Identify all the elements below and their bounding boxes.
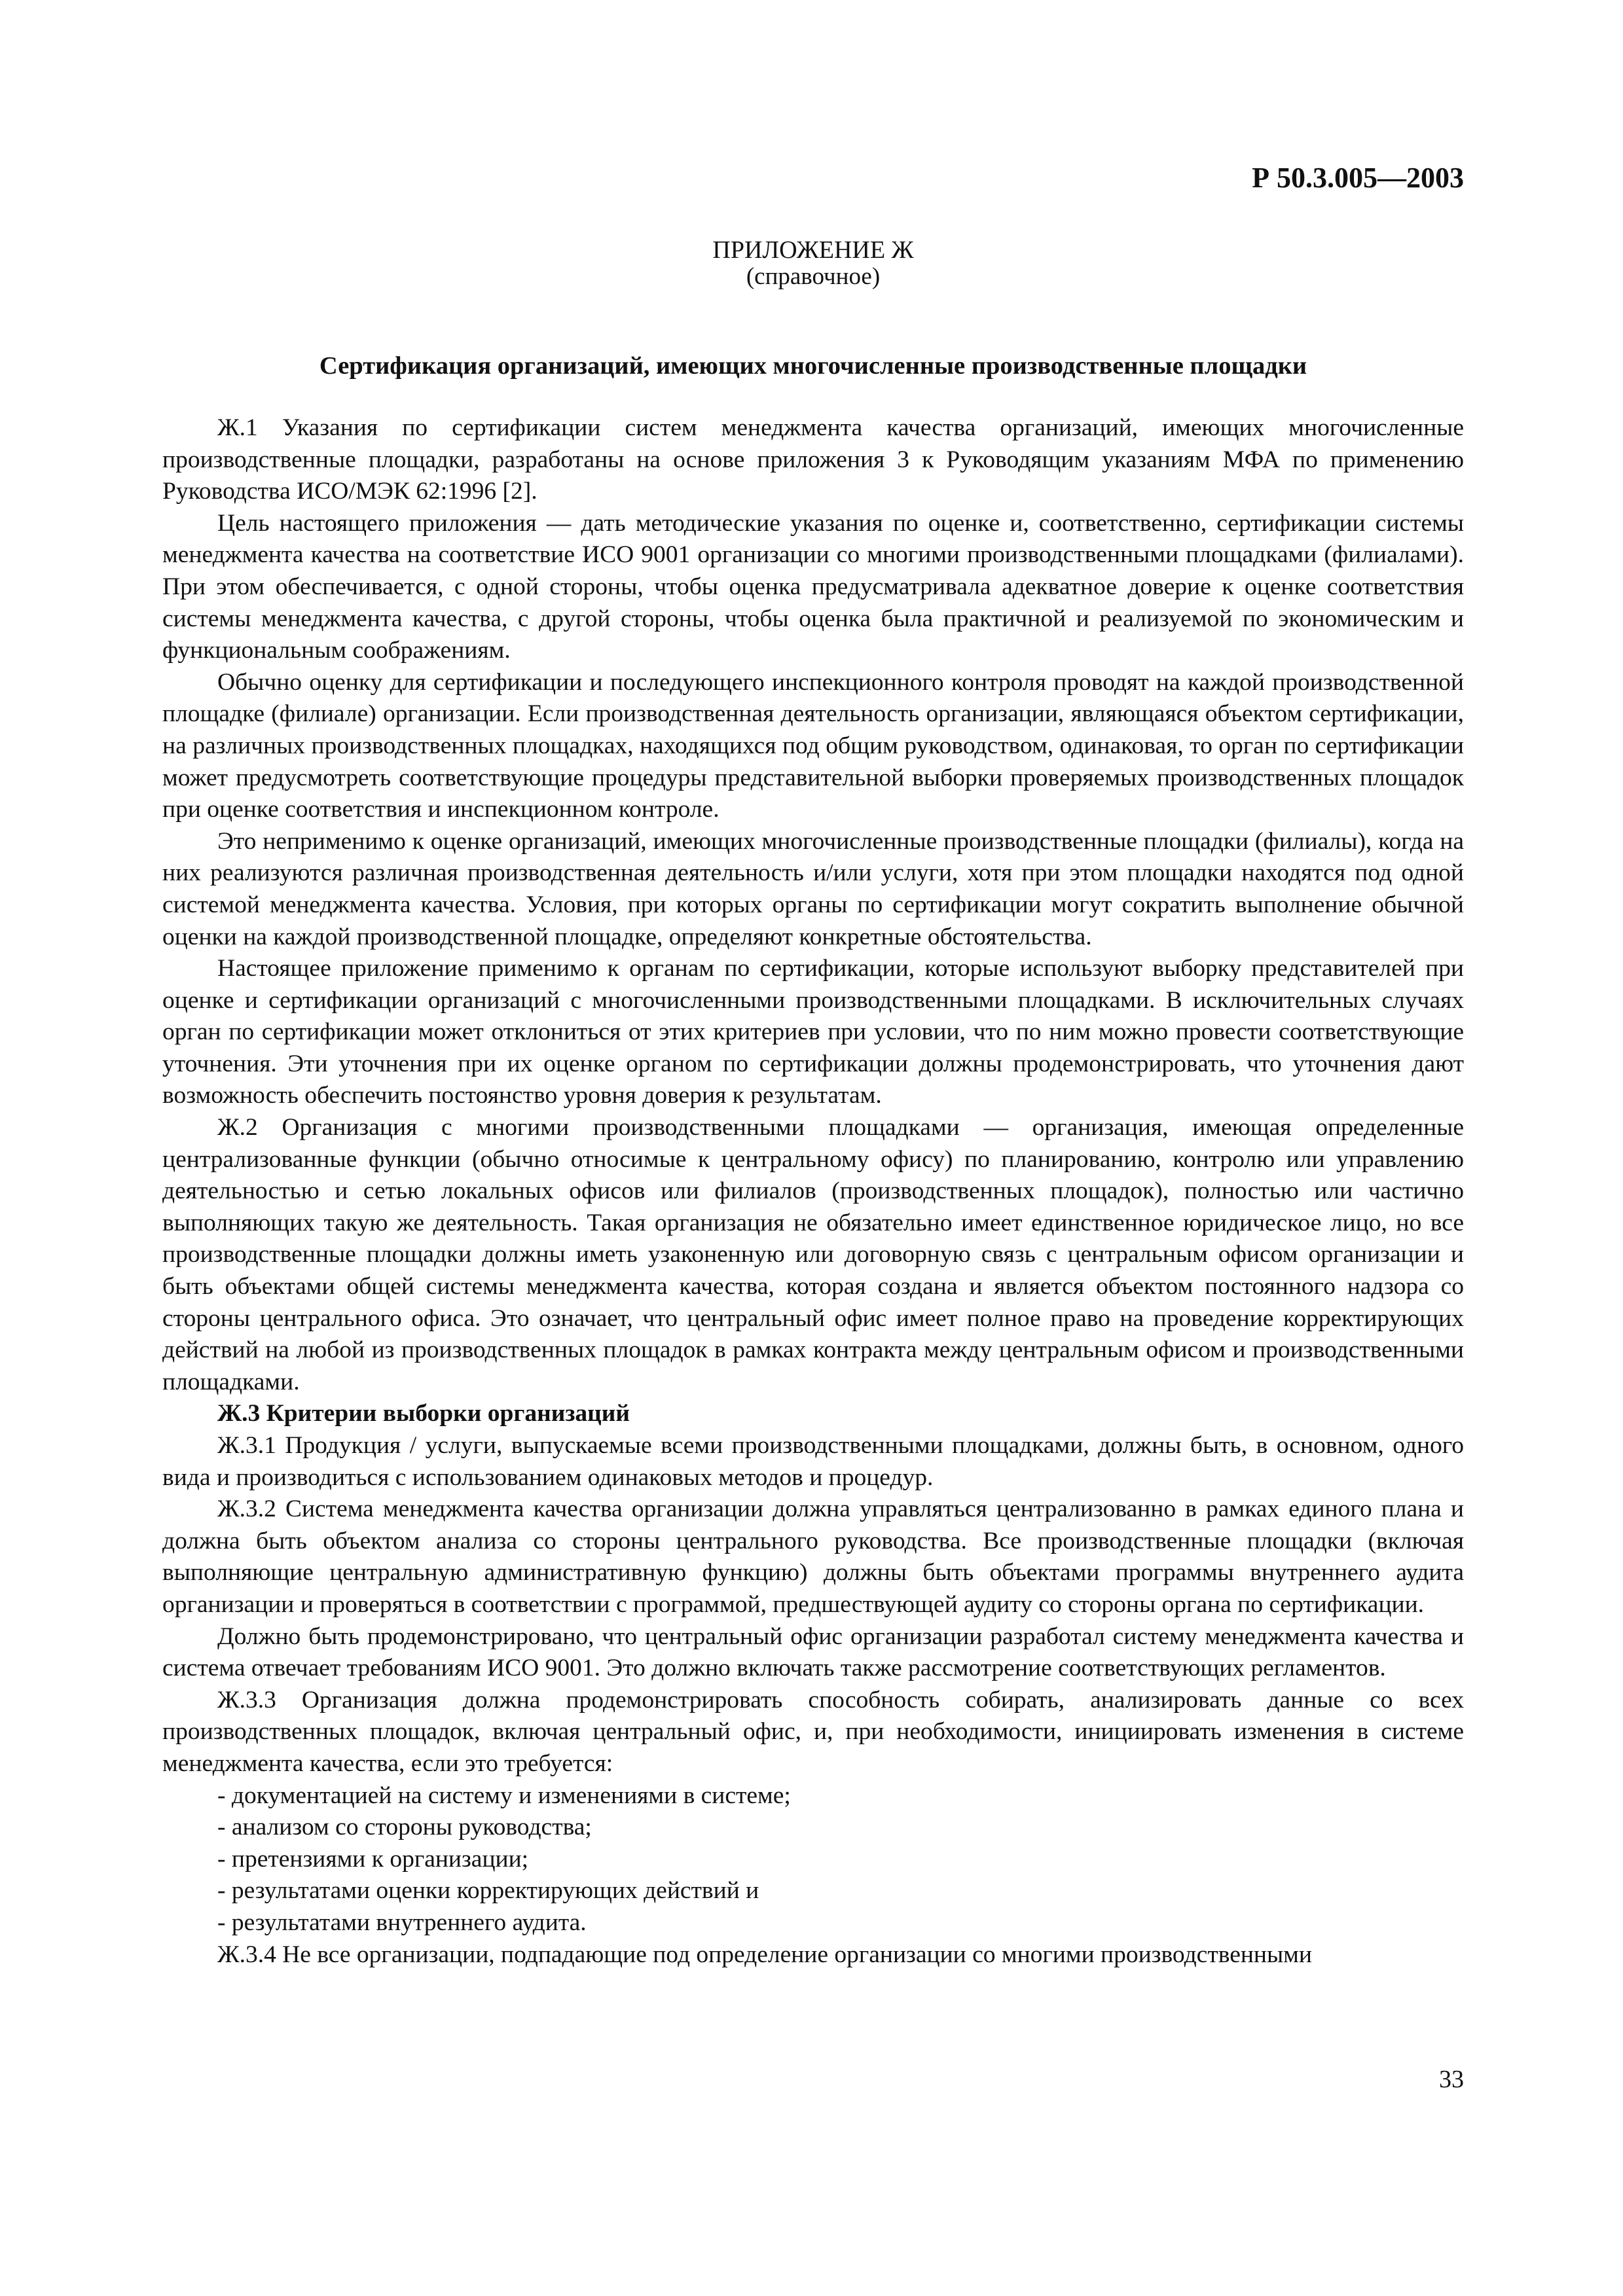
- paragraph: Цель настоящего приложения — дать методические указания по оценке и, соответственно, сертификации системы менеджмента качества на соответствие ИСО 9001 организации со многими производственными площадками (филиалами). При этом обеспечивается, с одной стороны, чтобы оценка предусматривала адекватное доверие к оценке соответствия системы менеджмента качества, с другой стороны, чтобы оценка была практичной и реализуемой по экономическим и функциональным соображениям.: [162, 509, 1464, 664]
- paragraph: Настоящее приложение применимо к органам по сертификации, которые используют выборку представителей при оценке и сертификации организаций с многочисленными производственными площадками. В исключительных случаях орган по сертификации может отклониться от этих критериев при условии, что по ним можно провести соответствующие уточнения. Эти уточнения при их оценке органом по сертификации должны продемонстрировать, что уточнения дают возможность обеспечить постоянство уровня доверия к результатам.: [162, 955, 1464, 1109]
- paragraph: Ж.3.2 Система менеджмента качества организации должна управляться централизованно в рамках единого плана и должна быть объектом анализа со стороны центрального руководства. Все производственные площадки (включая выполняющие центральную административную функцию) должны быть объектами программы внутреннего аудита организации и проверяться в соответствии с программой, предшествующей аудиту со стороны органа по сертификации.: [162, 1496, 1464, 1618]
- paragraph: Ж.1 Указания по сертификации систем менеджмента качества организаций, имеющих многочисленные производственные площадки, разработаны на основе приложения 3 к Руководящим указаниям МФА по применению Руководства ИСО/МЭК 62:1996 [2].: [162, 414, 1464, 505]
- subsection-heading: Ж.3 Критерии выборки организаций: [217, 1400, 630, 1427]
- list-item: - претензиями к организации;: [217, 1844, 1464, 1876]
- paragraph: Ж.2 Организация с многими производственными площадками — организация, имеющая определенные централизованные функции (обычно относимые к центральному офису) по планированию, контролю или управлению деятельностью и сетью локальных офисов или филиалов (производственных площадок), полностью или частично выполняющих такую же деятельность. Такая организация не обязательно имеет единственное юридическое лицо, но все производственные площадки должны иметь узаконенную или договорную связь с центральным офисом организации и быть объектами общей системы менеджмента качества, которая создана и является объектом постоянного надзора со стороны центрального офиса. Это означает, что центральный офис имеет полное право на проведение корректирующих действий на любой из производственных площадок в рамках контракта между центральным офисом и производственными площадками.: [162, 1114, 1464, 1395]
- paragraph: Ж.3.4 Не все организации, подпадающие под определение организации со многими производственными: [217, 1941, 1312, 1968]
- paragraph: Это неприменимо к оценке организаций, имеющих многочисленные производственные площадки (филиалы), когда на них реализуются различная производственная деятельность и/или услуги, хотя при этом площадки находятся под одной системой менеджмента качества. Условия, при которых органы по сертификации могут сократить выполнение обычной оценки на каждой производственной площадке, определяют конкретные обстоятельства.: [162, 827, 1464, 950]
- paragraph: Обычно оценку для сертификации и последующего инспекционного контроля проводят на каждой производственной площадке (филиале) организации. Если производственная деятельность организации, являющаяся объектом сертификации, на различных производственных площадках, находящихся под общим руководством, одинаковая, то орган по сертификации может предусмотреть соответствующие процедуры представительной выборки проверяемых производственных площадок при оценке соответствия и инспекционном контроле.: [162, 668, 1464, 823]
- standard-number: Р 50.3.005—2003: [1252, 162, 1464, 194]
- paragraph: Должно быть продемонстрировано, что центральный офис организации разработал систему менеджмента качества и система отвечает требованиям ИСО 9001. Это должно включать также рассмотрение соответствующих регламентов.: [162, 1623, 1464, 1682]
- paragraph: Ж.3.1 Продукция / услуги, выпускаемые всеми производственными площадками, должны быть, в основном, одного вида и производиться с использованием одинаковых методов и процедур.: [162, 1432, 1464, 1491]
- requirements-list: [162, 1780, 1464, 1939]
- section-title: Сертификация организаций, имеющих многочисленные производственные площадки: [319, 352, 1307, 380]
- list-item: - результатами оценки корректирующих действий и: [217, 1875, 1464, 1907]
- appendix-heading: ПРИЛОЖЕНИЕ Ж: [712, 236, 914, 264]
- page-number: 33: [1439, 2066, 1464, 2093]
- appendix-type: (справочное): [746, 263, 881, 290]
- document-body: [162, 412, 1464, 1971]
- list-item: - документацией на систему и изменениями в системе;: [217, 1780, 1464, 1812]
- list-item: - анализом со стороны руководства;: [217, 1812, 1464, 1844]
- list-item: - результатами внутреннего аудита.: [217, 1907, 1464, 1939]
- paragraph: Ж.3.3 Организация должна продемонстрировать способность собирать, анализировать данные со всех производственных площадок, включая центральный офис, и, при необходимости, инициировать изменения в системе менеджмента качества, если это требуется:: [162, 1686, 1464, 1777]
